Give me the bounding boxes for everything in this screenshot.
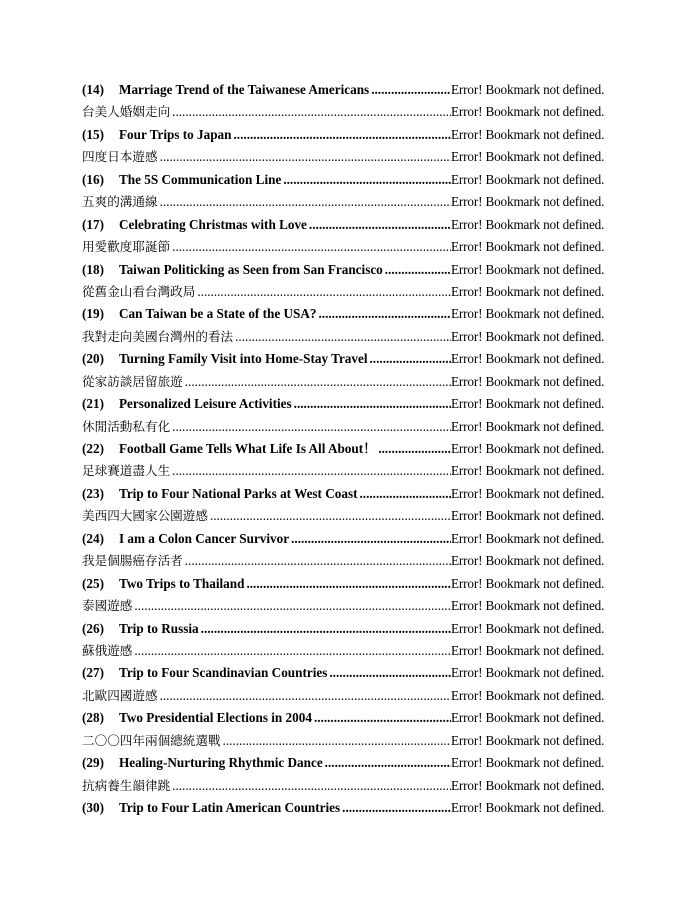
toc-entry-title: 從舊金山看台灣政局 [82, 283, 196, 299]
toc-entry-number: (17) [82, 216, 104, 232]
dot-leader [185, 550, 451, 572]
dot-leader [283, 169, 451, 191]
dot-leader [160, 191, 451, 213]
toc-entry-english[interactable] [82, 303, 613, 325]
toc-entry-title-area [82, 236, 451, 258]
toc-entry-title: 北歐四國遊感 [82, 687, 158, 703]
page-reference: Error! Bookmark not defined. [451, 418, 605, 434]
page-reference: Error! Bookmark not defined. [451, 396, 605, 412]
dot-leader [325, 752, 451, 774]
toc-entry-number: (22) [82, 441, 104, 456]
toc-entry-title-area [82, 438, 451, 460]
page-reference: Error! Bookmark not defined. [451, 351, 605, 367]
toc-entry-title-area [82, 124, 451, 146]
dot-leader [359, 483, 451, 505]
page-reference: Error! Bookmark not defined. [451, 777, 605, 793]
dot-leader [185, 371, 451, 393]
toc-entry-title-area [82, 79, 451, 101]
toc-entry-title: Two Trips to Thailand [119, 575, 245, 591]
toc-entry-title-area [82, 348, 451, 370]
toc-entry-chinese[interactable] [82, 685, 613, 707]
toc-entry-chinese[interactable] [82, 236, 613, 258]
dot-leader [223, 730, 451, 752]
dot-leader [234, 124, 452, 146]
toc-entry-title: Trip to Four Latin American Countries [119, 800, 341, 815]
toc-entry-number: (24) [82, 530, 104, 546]
dot-leader [172, 236, 451, 258]
toc-entry-english[interactable] [82, 573, 613, 595]
toc-entry-english[interactable] [82, 797, 613, 819]
page-reference: Error! Bookmark not defined. [451, 82, 605, 97]
toc-entry-title: 休閒活動私有化 [82, 418, 171, 434]
toc-entry-title-area [82, 191, 451, 213]
toc-entry-number: (30) [82, 800, 104, 815]
toc-entry-english[interactable] [82, 528, 613, 550]
toc-entry-title: 從家訪談居留旅遊 [82, 373, 183, 389]
toc-entry-title-area [82, 528, 451, 550]
page-reference: Error! Bookmark not defined. [451, 149, 605, 165]
page-reference: Error! Bookmark not defined. [451, 732, 605, 748]
page-reference: Error! Bookmark not defined. [451, 665, 605, 681]
page-reference: Error! Bookmark not defined. [451, 463, 605, 479]
page-reference: Error! Bookmark not defined. [451, 171, 605, 187]
toc-entry-chinese[interactable] [82, 326, 613, 348]
toc-entry-chinese[interactable] [82, 595, 613, 617]
toc-entry-title-area [82, 259, 451, 281]
toc-entry-number: (29) [82, 755, 104, 771]
toc-entry-chinese[interactable] [82, 191, 613, 213]
dot-leader [160, 685, 451, 707]
page-reference: Error! Bookmark not defined. [451, 283, 605, 299]
toc-entry-chinese[interactable] [82, 371, 613, 393]
toc-entry-english[interactable] [82, 169, 613, 191]
toc-entry-number: (28) [82, 710, 104, 726]
dot-leader [371, 79, 451, 101]
toc-entry-english[interactable] [82, 348, 613, 370]
toc-entry-title-area [82, 505, 451, 527]
page-reference: Error! Bookmark not defined. [451, 306, 605, 322]
toc-entry-english[interactable] [82, 438, 613, 460]
toc-entry-title: 二〇〇四年兩個總統選戰 [82, 732, 221, 748]
toc-entry-english[interactable] [82, 707, 613, 729]
toc-entry-title-area [82, 550, 451, 572]
toc-entry-english[interactable] [82, 214, 613, 236]
toc-entry-title: 抗病養生韻律跳 [82, 777, 171, 793]
toc-entry-title-area [82, 685, 451, 707]
toc-entry-title-area [82, 214, 451, 236]
dot-leader [160, 146, 451, 168]
toc-entry-title: 台美人婚姻走向 [82, 104, 171, 120]
toc-entry-english[interactable] [82, 662, 613, 684]
toc-entry-title: Healing-Nurturing Rhythmic Dance [119, 755, 323, 771]
dot-leader [385, 259, 451, 281]
page-reference: Error! Bookmark not defined. [451, 441, 605, 456]
toc-entry-chinese[interactable] [82, 281, 613, 303]
toc-entry-title-area [82, 662, 451, 684]
table-of-contents [82, 79, 613, 819]
toc-entry-chinese[interactable] [82, 550, 613, 572]
toc-entry-number: (25) [82, 575, 104, 591]
toc-entry-chinese[interactable] [82, 416, 613, 438]
toc-entry-chinese[interactable] [82, 460, 613, 482]
dot-leader [172, 101, 451, 123]
toc-entry-english[interactable] [82, 752, 613, 774]
dot-leader [172, 416, 451, 438]
toc-entry-chinese[interactable] [82, 505, 613, 527]
toc-entry-title-area [82, 393, 451, 415]
toc-entry-number: (23) [82, 485, 104, 501]
toc-entry-title: 足球賽道盡人生 [82, 463, 171, 479]
toc-entry-title-area [82, 775, 451, 797]
page-reference: Error! Bookmark not defined. [451, 485, 605, 501]
page-reference: Error! Bookmark not defined. [451, 194, 605, 210]
toc-entry-english[interactable] [82, 124, 613, 146]
dot-leader [309, 214, 451, 236]
toc-entry-title-area [82, 101, 451, 123]
dot-leader [210, 505, 451, 527]
toc-entry-title: 美西四大國家公園遊感 [82, 508, 208, 524]
dot-leader [378, 438, 451, 460]
dot-leader [201, 618, 451, 640]
toc-entry-title-area [82, 595, 451, 617]
toc-entry-title: Can Taiwan be a State of the USA? [119, 306, 317, 322]
dot-leader [294, 393, 451, 415]
toc-entry-title-area [82, 573, 451, 595]
toc-entry-title: Taiwan Politicking as Seen from San Francisco [119, 261, 383, 277]
page-reference: Error! Bookmark not defined. [451, 508, 605, 524]
dot-leader [318, 303, 451, 325]
toc-entry-english[interactable] [82, 618, 613, 640]
toc-entry-chinese[interactable] [82, 730, 613, 752]
page-reference: Error! Bookmark not defined. [451, 687, 605, 703]
toc-entry-english[interactable] [82, 393, 613, 415]
dot-leader [134, 640, 451, 662]
toc-entry-chinese[interactable] [82, 101, 613, 123]
dot-leader [235, 326, 451, 348]
page-reference: Error! Bookmark not defined. [451, 755, 605, 771]
dot-leader [314, 707, 451, 729]
toc-entry-title: 五爽的溝通線 [82, 194, 158, 210]
toc-entry-title-area [82, 707, 451, 729]
toc-entry-title: Marriage Trend of the Taiwanese Americans [119, 82, 370, 97]
page-reference: Error! Bookmark not defined. [451, 530, 605, 546]
toc-entry-number: (16) [82, 171, 104, 187]
toc-entry-title: 四度日本遊感 [82, 149, 158, 165]
page-reference: Error! Bookmark not defined. [451, 373, 605, 389]
page-reference: Error! Bookmark not defined. [451, 126, 605, 142]
toc-entry-title-area [82, 730, 451, 752]
toc-entry-title: Two Presidential Elections in 2004 [119, 710, 312, 726]
toc-entry-number: (15) [82, 126, 104, 142]
toc-entry-title-area [82, 169, 451, 191]
dot-leader [329, 662, 451, 684]
toc-entry-chinese[interactable] [82, 775, 613, 797]
page-reference: Error! Bookmark not defined. [451, 553, 605, 569]
toc-entry-chinese[interactable] [82, 146, 613, 168]
toc-entry-chinese[interactable] [82, 640, 613, 662]
toc-entry-title: The 5S Communication Line [119, 171, 282, 187]
dot-leader [291, 528, 451, 550]
page-reference: Error! Bookmark not defined. [451, 575, 605, 591]
page-reference: Error! Bookmark not defined. [451, 620, 605, 636]
toc-entry-number: (14) [82, 82, 104, 97]
page-reference: Error! Bookmark not defined. [451, 642, 605, 658]
page-reference: Error! Bookmark not defined. [451, 800, 605, 815]
toc-entry-title: Four Trips to Japan [119, 126, 232, 142]
toc-entry-title-area [82, 146, 451, 168]
toc-entry-title-area [82, 326, 451, 348]
toc-entry-number: (18) [82, 261, 104, 277]
dot-leader [134, 595, 451, 617]
toc-entry-title: Turning Family Visit into Home-Stay Travel [119, 351, 368, 367]
page-reference: Error! Bookmark not defined. [451, 328, 605, 344]
toc-entry-number: (20) [82, 351, 104, 367]
toc-entry-title-area [82, 618, 451, 640]
toc-entry-title-area [82, 797, 451, 819]
toc-entry-number: (26) [82, 620, 104, 636]
toc-entry-title: Football Game Tells What Life Is All About！ [119, 441, 377, 456]
toc-entry-title-area [82, 752, 451, 774]
toc-entry-number: (21) [82, 396, 104, 412]
page-reference: Error! Bookmark not defined. [451, 261, 605, 277]
dot-leader [172, 460, 451, 482]
toc-entry-title-area [82, 281, 451, 303]
toc-entry-english[interactable] [82, 259, 613, 281]
page-reference: Error! Bookmark not defined. [451, 216, 605, 232]
toc-entry-title: 用愛歡度耶誕節 [82, 239, 171, 255]
dot-leader [246, 573, 451, 595]
toc-entry-title-area [82, 303, 451, 325]
toc-entry-title-area [82, 416, 451, 438]
toc-entry-title-area [82, 640, 451, 662]
toc-entry-title: 我對走向美國台灣州的看法 [82, 328, 234, 344]
page-reference: Error! Bookmark not defined. [451, 710, 605, 726]
toc-entry-title: Trip to Four National Parks at West Coast [119, 485, 358, 501]
dot-leader [197, 281, 451, 303]
toc-entry-title: 我是個腸癌存活者 [82, 553, 183, 569]
toc-entry-title: I am a Colon Cancer Survivor [119, 530, 290, 546]
toc-entry-title: Trip to Four Scandinavian Countries [119, 665, 328, 681]
toc-entry-title: 蘇俄遊感 [82, 642, 133, 658]
dot-leader [342, 797, 451, 819]
page-reference: Error! Bookmark not defined. [451, 239, 605, 255]
toc-entry-title: Trip to Russia [119, 620, 199, 636]
dot-leader [172, 775, 451, 797]
toc-entry-title: 泰國遊感 [82, 598, 133, 614]
toc-entry-number: (27) [82, 665, 104, 681]
toc-entry-title-area [82, 371, 451, 393]
toc-entry-title-area [82, 483, 451, 505]
toc-entry-english[interactable] [82, 79, 613, 101]
dot-leader [370, 348, 452, 370]
page-reference: Error! Bookmark not defined. [451, 598, 605, 614]
toc-entry-number: (19) [82, 306, 104, 322]
toc-entry-title-area [82, 460, 451, 482]
toc-entry-title: Personalized Leisure Activities [119, 396, 292, 412]
page-reference: Error! Bookmark not defined. [451, 104, 605, 120]
toc-entry-english[interactable] [82, 483, 613, 505]
toc-entry-title: Celebrating Christmas with Love [119, 216, 307, 232]
